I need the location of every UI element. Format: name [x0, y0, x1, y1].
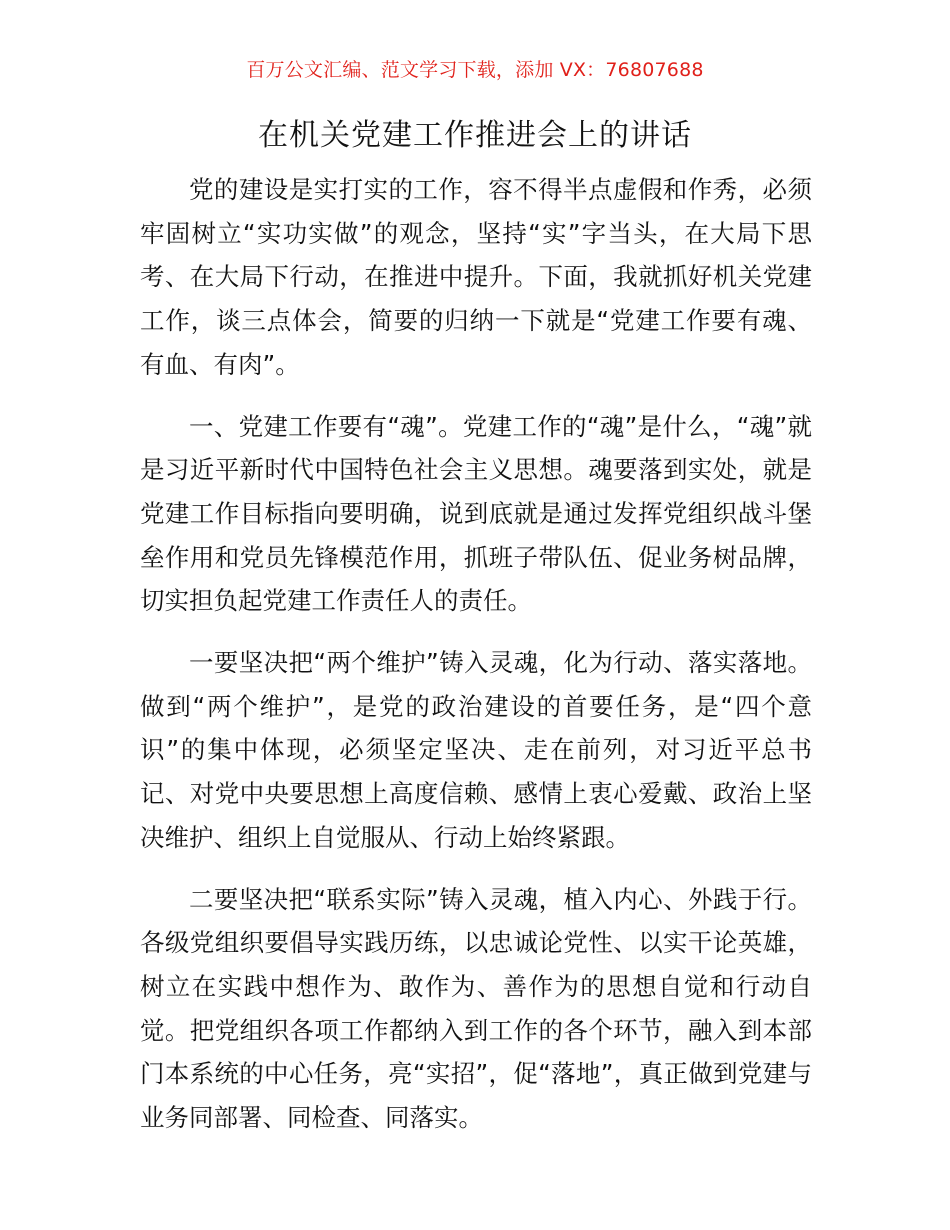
- document-body: [140, 168, 812, 1158]
- paragraph-intro: 党的建设是实打实的工作，容不得半点虚假和作秀，必须牢固树立“实功实做”的观念，坚持“实”字当头，在大局下思考、在大局下行动，在推进中提升。下面，我就抓好机关党建工作，谈三点体会，简要的归纳一下就是“党建工作要有魂、有血、有肉”。: [140, 175, 812, 379]
- paragraph-section-one: 一、党建工作要有“魂”。党建工作的“魂”是什么，“魂”就是习近平新时代中国特色社会主义思想。魂要落到实处，就是党建工作目标指向要明确，说到底就是通过发挥党组织战斗堡垒作用和党员先锋模范作用，抓班子带队伍、促业务树品牌，切实担负起党建工作责任人的责任。: [140, 411, 812, 616]
- paragraph-point-one: 一要坚决把“两个维护”铸入灵魂，化为行动、落实落地。做到“两个维护”，是党的政治建设的首要任务，是“四个意识”的集中体现，必须坚定坚决、走在前列，对习近平总书记、对党中央要思想上高度信赖、感情上衷心爱戴、政治上坚决维护、组织上自觉服从、行动上始终紧跟。: [140, 648, 812, 852]
- header-banner: 百万公文汇编、范文学习下载，添加 VX：76807688: [246, 59, 704, 81]
- document-title: 在机关党建工作推进会上的讲话: [258, 118, 692, 153]
- paragraph-point-two: 二要坚决把“联系实际”铸入灵魂，植入内心、外践于行。各级党组织要倡导实践历练，以忠诚论党性、以实干论英雄，树立在实践中想作为、敢作为、善作为的思想自觉和行动自觉。把党组织各项工作都纳入到工作的各个环节，融入到本部门本系统的中心任务，亮“实招”，促“落地”，真正做到党建与业务同部署、同检查、同落实。: [140, 884, 812, 1133]
